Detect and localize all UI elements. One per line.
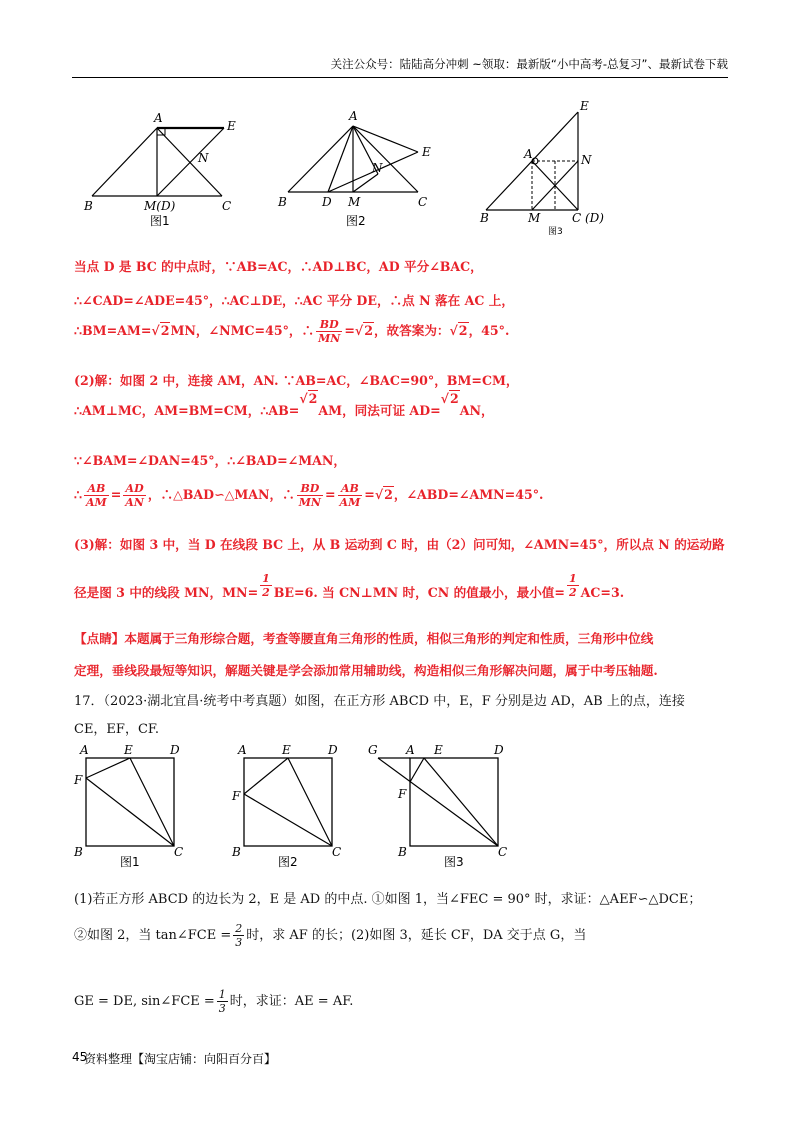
- bottom-figure-2-svg: [226, 742, 356, 870]
- solution-line-6: ∵∠BAM=∠DAN=45°，∴∠BAD=∠MAN，: [74, 453, 347, 468]
- fraction-half: [567, 572, 579, 599]
- problem-part-1: (1)若正方形 ABCD 的边长为 2，E 是 AD 的中点. ①如图 1，当∠FEC = 90° 时，求证：△AEF∽△DCE；: [74, 892, 702, 907]
- fraction-bd-mn: [316, 318, 342, 345]
- solution-line-10: 【点睛】本题属于三角形综合题，考查等腰直角三角形的性质，相似三角形的判定和性质，三角形中位线: [74, 631, 654, 646]
- fraction-one-third: [217, 988, 228, 1015]
- figure-caption: 图1: [150, 214, 170, 228]
- bottom-figure-3-svg: [364, 742, 524, 870]
- denominator: AN: [125, 496, 144, 509]
- solution-line-3: ∴BM=AM=√2MN，∠NMC=45°，∴ $\frac{BD}{MN}$ =√2，故答案为：√2，45°.: [74, 318, 510, 345]
- fraction-ab-am: [338, 482, 363, 509]
- label-m: M(D): [144, 199, 176, 213]
- label-c: C: [418, 195, 428, 209]
- fraction-ab-am: [84, 482, 109, 509]
- label-m: M: [348, 195, 361, 209]
- problem-part-3: [74, 988, 353, 1015]
- label-n: N: [581, 153, 592, 167]
- radicand: 2: [160, 323, 170, 338]
- solution-line-9: [74, 572, 625, 607]
- numerator: 1: [218, 988, 226, 1001]
- bottom-figure-3: [364, 742, 524, 870]
- top-figure-2: [266, 100, 446, 230]
- label-b: B: [398, 845, 407, 859]
- top-figure-1-svg: [74, 100, 254, 230]
- figure-caption: 图3: [548, 227, 563, 237]
- denominator: MN: [298, 496, 321, 509]
- text: AN，: [459, 403, 494, 418]
- text: AM，同法可证 AD=: [318, 403, 441, 418]
- label-g: G: [368, 743, 378, 757]
- solution-line-7: ∴ $\frac{AB}{AM}$ = $\frac{AD}{AN}$ ，∴△BAD∽△MAN，∴ $\frac{BD}{MN}$ = $\frac{AB}{AM}$ =√2，∠ABD=∠AMN=45°.: [74, 482, 544, 509]
- label-a: A: [238, 743, 247, 757]
- label-f: F: [398, 787, 407, 801]
- label-d: D: [494, 743, 504, 757]
- numerator: AB: [338, 482, 363, 496]
- top-figure-3-svg: [472, 98, 617, 238]
- solution-line-5: [74, 391, 494, 419]
- bottom-figure-1-svg: [68, 742, 198, 870]
- solution-line-8: (3)解：如图 3 中，当 D 在线段 BC 上，从 B 运动到 C 时，由（2）问可知，∠AMN=45°，所以点 N 的运动路: [74, 537, 725, 552]
- text: 时，求证：AE = AF.: [229, 994, 354, 1009]
- numerator: AB: [84, 482, 109, 496]
- numerator: 1: [262, 572, 270, 585]
- denominator: 3: [235, 936, 243, 949]
- numerator: AD: [123, 482, 146, 496]
- top-figure-3: [472, 98, 617, 238]
- footer-text: 资料整理【淘宝店铺：向阳百分百】: [84, 1052, 277, 1066]
- label-a: A: [524, 147, 533, 161]
- label-c: C: [174, 845, 184, 859]
- label-a: A: [154, 111, 163, 125]
- label-a: A: [80, 743, 89, 757]
- sqrt-symbol: √2: [299, 391, 318, 406]
- label-c: C: [332, 845, 342, 859]
- denominator: 3: [218, 1002, 226, 1015]
- label-a: A: [406, 743, 415, 757]
- text: ②如图 2，当 tan∠FCE =: [74, 928, 232, 943]
- label-e: E: [434, 743, 443, 757]
- bottom-figure-2: [226, 742, 356, 870]
- label-e: E: [580, 99, 589, 113]
- figure-caption: 图3: [444, 855, 464, 869]
- label-b: B: [278, 195, 287, 209]
- text: ，∴△BAD∽△MAN，∴: [147, 487, 295, 502]
- problem-part-2: [74, 922, 586, 949]
- problem-line-1: 17．（2023·湖北宜昌·统考中考真题）如图，在正方形 ABCD 中，E，F 分别是边 AD，AB 上的点，连接: [74, 694, 685, 709]
- solution-line-1: 当点 D 是 BC 的中点时，∵AB=AC，∴AD⊥BC，AD 平分∠BAC，: [74, 259, 483, 274]
- label-b: B: [232, 845, 241, 859]
- label-e: E: [422, 145, 431, 159]
- fraction-ad-an: [123, 482, 146, 509]
- bottom-figure-1: [68, 742, 198, 870]
- label-f: F: [74, 773, 83, 787]
- numerator: BD: [316, 318, 342, 332]
- label-b: B: [480, 211, 489, 225]
- label-d: D: [322, 195, 332, 209]
- radicand: 2: [458, 323, 468, 338]
- label-e: E: [282, 743, 291, 757]
- label-b: B: [74, 845, 83, 859]
- fraction-two-thirds: [233, 922, 244, 949]
- text: 径是图 3 中的线段 MN，MN=: [74, 585, 259, 600]
- denominator: 2: [568, 586, 577, 599]
- label-e: E: [227, 119, 236, 133]
- label-n: N: [372, 161, 383, 175]
- problem-line-2: CE，EF，CF.: [74, 722, 160, 737]
- fraction-bd-mn: [297, 482, 323, 509]
- text: ∴AM⊥MC，AM=BM=CM，∴AB=: [74, 403, 300, 418]
- text: ，故答案为：: [373, 323, 450, 338]
- page-header: 关注公众号：陆陆高分冲刺 ~领取：最新版“小中高考-总复习”、最新试卷下载: [72, 56, 728, 78]
- label-f: F: [232, 789, 241, 803]
- label-d: D: [328, 743, 338, 757]
- figure-caption: 图1: [120, 855, 140, 869]
- text: ，∠ABD=∠AMN=45°.: [393, 487, 544, 502]
- text: 时，求 AF 的长；(2)如图 3，延长 CF，DA 交于点 G，当: [246, 928, 587, 943]
- text: AC=3.: [580, 585, 625, 600]
- sqrt-symbol: √2: [449, 323, 468, 338]
- radicand: 2: [384, 487, 393, 502]
- solution-line-2: ∴∠CAD=∠ADE=45°，∴AC⊥DE，∴AC 平分 DE，∴点 N 落在 AC 上，: [74, 293, 514, 308]
- radicand: 2: [449, 391, 459, 406]
- text: GE = DE, sin∠FCE =: [74, 994, 215, 1009]
- label-d: D: [170, 743, 180, 757]
- denominator: 2: [262, 586, 270, 599]
- label-n: N: [198, 151, 209, 165]
- sqrt-symbol: √2: [440, 391, 459, 406]
- radicand: 2: [364, 323, 373, 338]
- sqrt-symbol: √2: [354, 323, 373, 338]
- top-figure-1: [74, 100, 254, 230]
- label-c: C: [498, 845, 508, 859]
- denominator: AM: [86, 496, 107, 509]
- sqrt-symbol: √2: [151, 323, 170, 338]
- figure-caption: 图2: [346, 214, 366, 228]
- label-c: C (D): [572, 211, 604, 225]
- label-b: B: [84, 199, 93, 213]
- label-e: E: [124, 743, 133, 757]
- numerator: 2: [235, 922, 243, 935]
- top-figure-2-svg: [266, 100, 446, 230]
- label-a: A: [349, 109, 358, 123]
- fraction-half: [260, 572, 272, 599]
- denominator: AM: [339, 496, 361, 509]
- numerator: BD: [297, 482, 323, 496]
- solution-line-11: 定理，垂线段最短等知识，解题关键是学会添加常用辅助线，构造相似三角形解决问题，属于中考压轴题.: [74, 663, 658, 678]
- sqrt-symbol: √2: [374, 487, 393, 502]
- denominator: MN: [318, 332, 341, 345]
- text: ，45°.: [468, 323, 510, 338]
- text: BE=6. 当 CN⊥MN 时，CN 的值最小，最小值=: [273, 585, 565, 600]
- radicand: 2: [308, 391, 318, 406]
- text: ∴: [74, 487, 83, 502]
- label-c: C: [222, 199, 232, 213]
- label-m: M: [528, 211, 541, 225]
- numerator: 1: [568, 572, 577, 585]
- text: ∴BM=AM=: [74, 323, 152, 338]
- figure-caption: 图2: [278, 855, 298, 869]
- text: MN，∠NMC=45°，∴: [170, 323, 315, 338]
- solution-line-4: (2)解：如图 2 中，连接 AM，AN. ∵AB=AC，∠BAC=90°，BM=CM，: [74, 373, 519, 388]
- page-number: 45: [72, 1050, 88, 1064]
